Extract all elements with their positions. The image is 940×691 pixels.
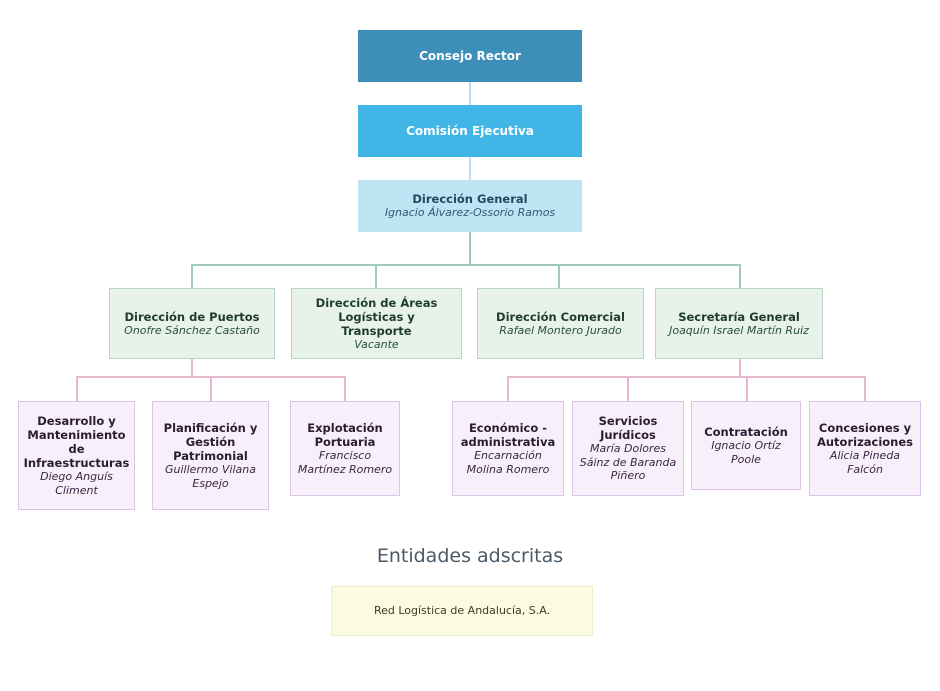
node-servicios-juridicos[interactable] — [572, 401, 684, 496]
connector-comision-direccion — [469, 156, 471, 180]
connector-drop-juridicos — [627, 376, 629, 401]
connector-drop-desarrollo — [76, 376, 78, 401]
connector-drop-puertos — [191, 264, 193, 288]
node-desarrollo-y-mantenimiento-de-infraestructuras[interactable] — [18, 401, 135, 510]
node-concesiones-y-autorizaciones[interactable] — [809, 401, 921, 496]
connector-drop-explotacion — [344, 376, 346, 401]
node-title: Dirección General — [412, 192, 528, 207]
node-economico-administrativa[interactable] — [452, 401, 564, 496]
node-direccion-comercial[interactable] — [477, 288, 644, 359]
node-title: Dirección de Áreas Logísticas y Transporte — [315, 295, 438, 338]
connector-drop-contratacion — [746, 376, 748, 401]
node-title: Explotación Portuaria — [307, 421, 383, 450]
node-title: Comisión Ejecutiva — [406, 123, 534, 138]
connector-secretaria-stem — [739, 359, 741, 377]
node-title: Económico - administrativa — [460, 421, 556, 450]
node-person: Guillermo Vilana Espejo — [165, 463, 256, 490]
node-title: Dirección de Puertos — [124, 309, 260, 324]
node-person: Rafael Montero Jurado — [499, 323, 622, 337]
connector-secretaria-bus — [507, 376, 865, 378]
node-consejo-rector[interactable] — [358, 30, 582, 82]
node-person: Diego Anguís Climent — [40, 470, 113, 497]
node-secretaria-general[interactable] — [655, 288, 823, 359]
node-title: Red Logística de Andalucía, S.A. — [373, 604, 551, 618]
node-person: María Dolores Sáinz de Baranda Piñero — [579, 442, 677, 483]
connector-drop-planificacion — [210, 376, 212, 401]
node-person: Vacante — [354, 337, 399, 351]
node-person: Joaquín Israel Martín Ruiz — [669, 323, 809, 337]
node-title: Concesiones y Autorizaciones — [816, 421, 914, 450]
connector-drop-secretaria — [739, 264, 741, 288]
connector-level4-bus — [191, 264, 741, 266]
node-title: Contratación — [704, 425, 788, 440]
connector-drop-concesiones — [864, 376, 866, 401]
node-planificacion-y-gestion-patrimonial[interactable] — [152, 401, 269, 510]
node-contratacion[interactable] — [691, 401, 801, 490]
node-title: Servicios Jurídicos — [598, 414, 658, 443]
node-direccion-de-puertos[interactable] — [109, 288, 275, 359]
node-title: Planificación y Gestión Patrimonial — [163, 421, 258, 464]
node-direccion-general[interactable] — [358, 180, 582, 232]
connector-drop-comercial — [558, 264, 560, 288]
node-person: Alicia Pineda Falcón — [829, 449, 901, 476]
section-heading-entidades-adscritas: Entidades adscritas — [376, 545, 564, 567]
node-title: Secretaría General — [678, 309, 800, 324]
node-red-logistica-de-andalucia[interactable] — [331, 586, 593, 636]
node-title: Desarrollo y Mantenimiento de Infraestructuras — [23, 414, 130, 471]
connector-puertos-stem — [191, 359, 193, 377]
node-title: Dirección Comercial — [496, 309, 625, 324]
connector-dg-stem — [469, 231, 471, 265]
connector-drop-areas — [375, 264, 377, 288]
node-person: Onofre Sánchez Castaño — [124, 323, 260, 337]
node-direccion-de-areas-logisticas-y-transporte[interactable] — [291, 288, 462, 359]
node-explotacion-portuaria[interactable] — [290, 401, 400, 496]
connector-consejo-comision — [469, 81, 471, 105]
node-person: Ignacio Álvarez-Ossorio Ramos — [384, 206, 556, 220]
node-title: Consejo Rector — [419, 48, 521, 63]
connector-drop-economico — [507, 376, 509, 401]
node-person: Ignacio Ortíz Poole — [711, 439, 781, 466]
node-comision-ejecutiva[interactable] — [358, 105, 582, 157]
node-person: Francisco Martínez Romero — [297, 449, 393, 476]
node-person: Encarnación Molina Romero — [466, 449, 550, 476]
